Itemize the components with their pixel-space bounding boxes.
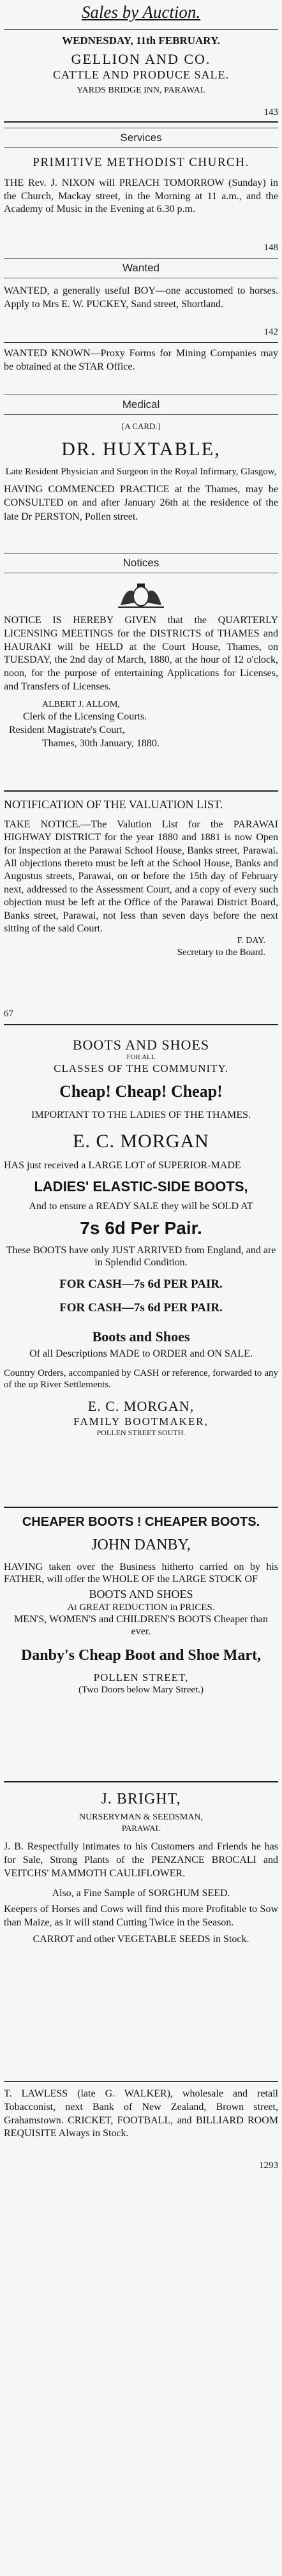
morgan-boots2: Boots and Shoes <box>92 1328 190 1344</box>
morgan-name2: E. C. MORGAN, <box>87 1398 195 1415</box>
licensing-notice <box>4 614 278 750</box>
church-body: THE Rev. J. NIXON will PREACH TOMORROW (Sunday) in the Church, Mackay street, in the Morning at 11 a.m., and the Academy of Music in the Evening at 6.30 p.m. <box>4 177 278 215</box>
ad-number: 1293 <box>259 2160 278 2171</box>
wanted-ad-proxy <box>4 347 278 374</box>
licensing-date: Thames, 30th January, 1880. <box>42 737 160 749</box>
section-header-medical: Medical <box>4 398 278 411</box>
lawless-tobacconist-ad <box>4 2088 278 2141</box>
doctor-name: DR. HUXTABLE, <box>61 438 221 460</box>
danby-note: (Two Doors below Mary Street.) <box>78 1685 204 1696</box>
lawless-body: T. LAWLESS (late G. WALKER), wholesale and retail Tobacconist, next Bank of New Zealand, Brown street, Grahamstown. CRICKET, FOOTBALL, and BILLIARD ROOM REQUISITE Always in Stock. <box>4 2088 278 2139</box>
bright-keepers: Keepers of Horses and Cows will find this more Profitable to Sow than Maize, as it will stand Cutting Twice in the Season. <box>4 1903 278 1928</box>
divider <box>4 790 278 792</box>
wanted-ad-boy <box>4 285 278 312</box>
morgan-cash1: FOR CASH—7s 6d PER PAIR. <box>59 1277 223 1292</box>
morgan-classes: CLASSES OF THE COMMUNITY. <box>54 1062 228 1074</box>
section-header-wanted: Wanted <box>4 262 278 275</box>
danby-body: HAVING taken over the Business hitherto carried on by his FATHER, will offer the WHOLE OF the LARGE STOCK OF <box>4 1561 278 1585</box>
auction-venue: YARDS BRIDGE INN, PARAWAI. <box>77 86 205 96</box>
bright-carrot: CARROT and other VEGETABLE SEEDS in Stock. <box>33 1934 249 1945</box>
divider <box>4 1781 278 1782</box>
auction-ad <box>4 34 278 96</box>
danby-name: JOHN DANBY, <box>91 1537 191 1553</box>
doctor-body: HAVING COMMENCED PRACTICE at the Thames, may be CONSULTED on and after January 26th at the residence of the late Dr PERSTON, Pollen street. <box>4 483 278 522</box>
bright-trade: NURSERYMAN & SEEDSMAN, <box>78 1812 204 1822</box>
bright-name: J. BRIGHT, <box>101 1791 181 1807</box>
ad-number: 143 <box>263 107 278 117</box>
auction-firm: GELLION AND CO. <box>71 51 211 68</box>
section-header-notices: Notices <box>4 557 278 569</box>
licensing-office: Resident Magistrate's Court, <box>9 724 125 735</box>
wanted-body: WANTED KNOWN—Proxy Forms for Mining Companies may be obtained at the STAR Office. <box>4 348 278 372</box>
divider <box>4 342 278 343</box>
bright-nursery-ad <box>4 1790 278 1946</box>
morgan-price: 7s 6d Per Pair. <box>80 1218 202 1239</box>
auction-date: WEDNESDAY, 11th FEBRUARY. <box>62 34 220 47</box>
danby-mart: Danby's Cheap Boot and Shoe Mart, <box>20 1647 262 1664</box>
coat-of-arms-icon <box>115 582 167 609</box>
church-notice <box>4 156 278 216</box>
church-title: PRIMITIVE METHODIST CHURCH. <box>33 156 249 169</box>
valuation-signer: F. DAY. <box>237 935 265 945</box>
morgan-title: BOOTS AND SHOES <box>72 1037 210 1053</box>
morgan-for: FOR ALL <box>126 1053 156 1062</box>
danby-boots: BOOTS AND SHOES <box>89 1588 193 1601</box>
licensing-signer: ALBERT J. ALLOM, <box>42 699 120 709</box>
valuation-title: NOTIFICATION OF THE VALUATION LIST. <box>4 798 223 811</box>
divider <box>4 1507 278 1508</box>
bright-place: PARAWAI. <box>121 1823 161 1833</box>
ad-number: 142 <box>263 327 278 337</box>
doctor-credentials: Late Resident Physician and Surgeon in the Royal Infirmary, Glasgow, <box>5 466 277 477</box>
page-title: Sales by Auction. <box>81 3 201 22</box>
morgan-ladies: LADIES' ELASTIC-SIDE BOOTS, <box>34 1178 248 1194</box>
medical-ad <box>4 421 278 523</box>
morgan-cash2: FOR CASH—7s 6d PER PAIR. <box>59 1300 223 1314</box>
morgan-ready: And to ensure a READY SALE they will be SOLD AT <box>29 1200 253 1212</box>
divider <box>4 121 278 123</box>
morgan-received: HAS just received a LARGE LOT of SUPERIOR-MADE <box>4 1160 241 1171</box>
licensing-body: NOTICE IS HEREBY GIVEN that the QUARTERLY LICENSING MEETINGS for the DISTRICTS of THAMES and HAURAKI will be HELD at the Court House, Thames, on TUESDAY, the 2nd day of March, 1880, at the hour of 12 o'clock, noon, for the purpose of entertaining Applications for Licenses, and Transfers of Licenses. <box>4 615 278 692</box>
valuation-role: Secretary to the Board. <box>177 947 265 958</box>
ad-number: 67 <box>4 1009 13 1019</box>
morgan-trade: FAMILY BOOTMAKER, <box>73 1415 209 1427</box>
danby-boots-ad <box>4 1514 278 1696</box>
auction-sale: CATTLE AND PRODUCE SALE. <box>52 68 229 81</box>
danby-headline: CHEAPER BOOTS ! CHEAPER BOOTS. <box>22 1515 260 1529</box>
morgan-country: Country Orders, accompanied by CASH or reference, forwarded to any of the up River Settlements. <box>4 1368 278 1390</box>
divider <box>4 29 278 30</box>
ad-number: 148 <box>263 243 278 253</box>
danby-street: POLLEN STREET, <box>93 1671 189 1683</box>
wanted-body: WANTED, a generally useful BOY—one accustomed to horses. Apply to Mrs E. W. PUCKEY, Sand street, Shortland. <box>4 285 278 310</box>
morgan-all: Of all Descriptions MADE to ORDER and ON SALE. <box>29 1348 253 1360</box>
bright-sorghum: Also, a Fine Sample of SORGHUM SEED. <box>52 1887 230 1899</box>
card-label: [A CARD.] <box>122 421 160 431</box>
divider <box>4 2081 278 2082</box>
morgan-addr: POLLEN STREET SOUTH. <box>96 1428 186 1438</box>
royal-arms-ornament <box>4 582 278 612</box>
danby-reduction: At GREAT REDUCTION in PRICES. <box>67 1602 215 1613</box>
valuation-body: TAKE NOTICE.—The Valution List for the PARAWAI HIGHWAY DISTRICT for the year 1880 and 1881 is now Open for Inspection at the Parawai School House, Banks street, Parawai. All objections thereto must be left at the School House, Banks and Augustus streets, Parawai, on or before the 15th day of February next, addressed to the Assessment Court, and a copy of every such objection must be left at the Office of the Parawai District Board, Banks street, Parawai, not less than seven days before the next sitting of the said Court. <box>4 818 278 935</box>
divider <box>4 1024 278 1025</box>
auction-heading-block <box>4 3 278 22</box>
morgan-arrived: These BOOTS have only JUST ARRIVED from England, and are in Splendid Condition. <box>6 1244 276 1268</box>
section-header-services: Services <box>4 132 278 144</box>
bright-body: J. B. Respectfully intimates to his Customers and Friends he has for Sale, Strong Plants of the PENZANCE BROCALI and VEITCHS' MAMMOTH CAULIFLOWER. <box>4 1841 278 1879</box>
morgan-boots-ad <box>4 1037 278 1437</box>
danby-men: MEN'S, WOMEN'S and CHILDREN'S BOOTS Cheaper than ever. <box>13 1613 269 1637</box>
morgan-cheap: Cheap! Cheap! Cheap! <box>59 1081 223 1101</box>
licensing-role: Clerk of the Licensing Courts. <box>23 711 147 722</box>
morgan-name: E. C. MORGAN <box>73 1131 209 1152</box>
valuation-notice <box>4 798 278 958</box>
morgan-important: IMPORTANT TO THE LADIES OF THE THAMES. <box>31 1110 251 1121</box>
